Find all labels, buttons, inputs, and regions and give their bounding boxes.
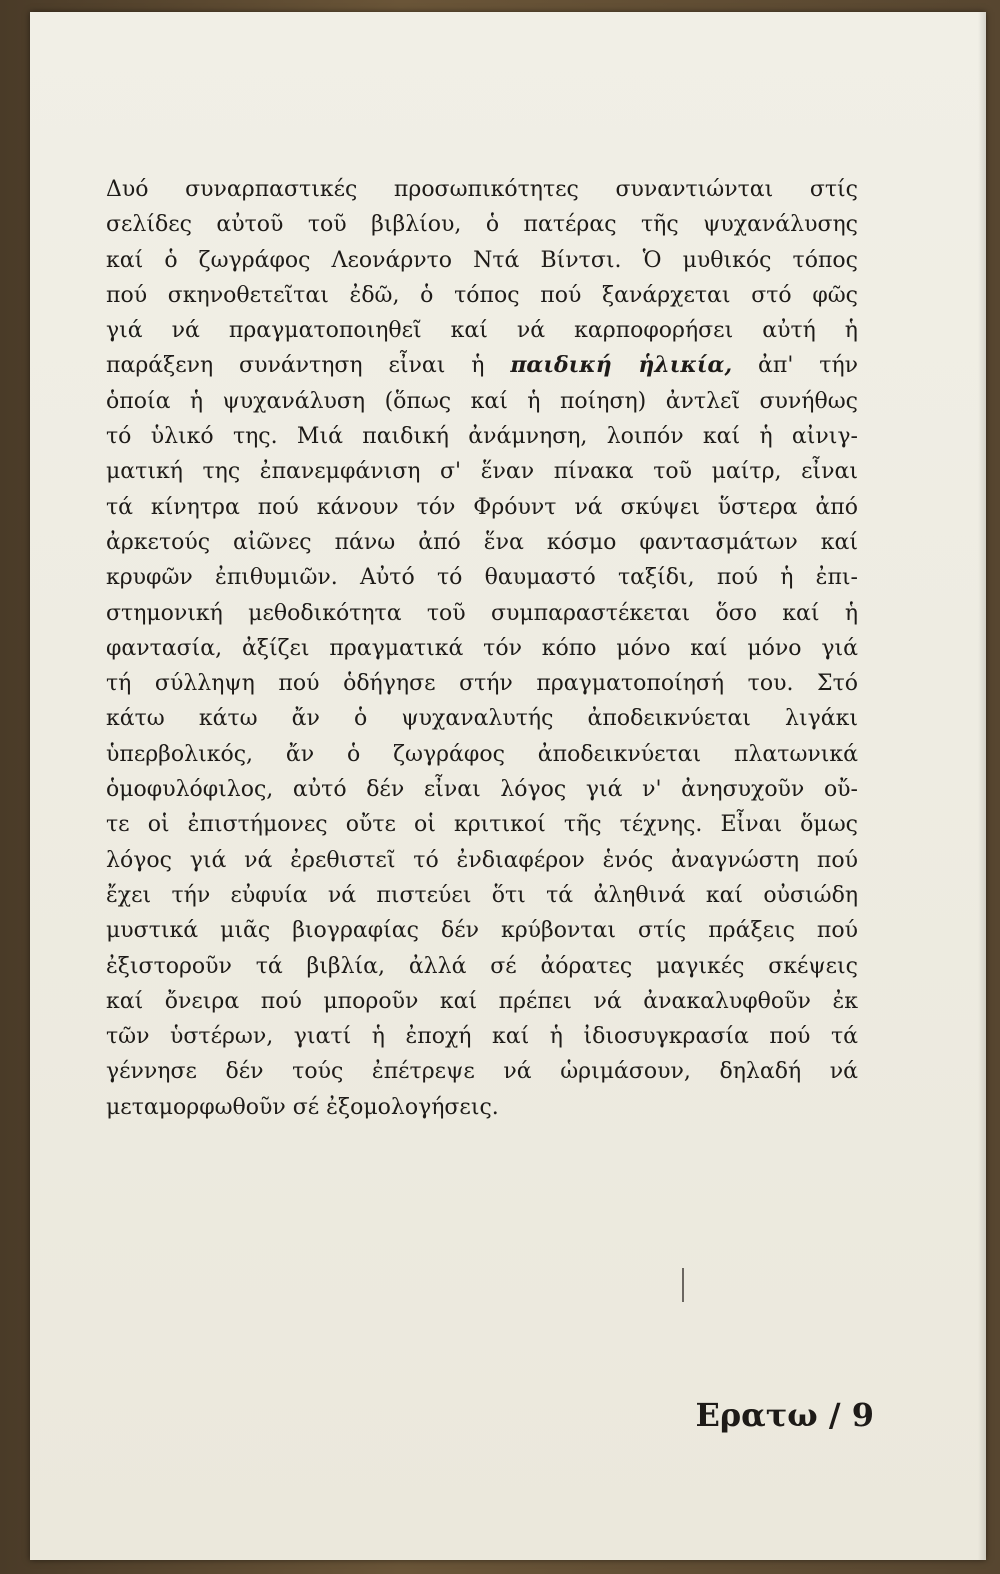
series-label: Ερατω / 9 [695, 1396, 874, 1434]
blurb-line: τό ὑλικό της. Μιά παιδική ἀνάμνηση, λοιπόν καί ἡ αἰνιγ- [106, 424, 858, 450]
blurb-line: γέννησε δέν τούς ἐπέτρεψε νά ὡριμάσουν, δηλαδή νά [106, 1059, 858, 1085]
blurb-line: πού σκηνοθετεῖται ἐδῶ, ὁ τόπος πού ξανάρχεται στό φῶς [106, 282, 858, 308]
blurb-line: γιά νά πραγματοποιηθεῖ καί νά καρποφορήσει αὐτή ἡ [106, 318, 858, 344]
blurb-line: ἀρκετούς αἰῶνες πάνω ἀπό ἕνα κόσμο φαντασμάτων καί [106, 529, 858, 555]
blurb-text-after-emphasis: ἀπ' τήν [732, 353, 858, 379]
blurb-line: ἔχει τήν εὐφυία νά πιστεύει ὅτι τά ἀληθινά καί οὐσιώδη [106, 882, 858, 908]
blurb-emphasis-phrase: παιδική ἡλικία, [510, 352, 733, 379]
blurb-line: κάτω κάτω ἄν ὁ ψυχαναλυτής ἀποδεικνύεται λιγάκι [106, 706, 858, 732]
blurb-line: ὁποία ἡ ψυχανάλυση (ὅπως καί ἡ ποίηση) ἀντλεῖ συνήθως [106, 388, 858, 414]
blurb-line-final: μεταμορφωθοῦν σέ ἐξομολογήσεις. [106, 1094, 499, 1120]
blurb-line: καί ὁ ζωγράφος Λεονάρντο Ντά Βίντσι. Ὁ μυθικός τόπος [106, 247, 858, 273]
blurb-line: Δυό συναρπαστικές προσωπικότητες συναντιώνται στίς [106, 177, 858, 202]
blurb-line: τά κίνητρα πού κάνουν τόν Φρόυντ νά σκύψει ὕστερα ἀπό [106, 494, 858, 520]
blurb-line: ὁμοφυλόφιλος, αὐτό δέν εἶναι λόγος γιά ν' ἀνησυχοῦν οὔ- [106, 777, 858, 803]
blurb-line: ὑπερβολικός, ἄν ὁ ζωγράφος ἀποδεικνύεται πλατωνικά [106, 741, 858, 767]
blurb-line: στημονική μεθοδικότητα τοῦ συμπαραστέκεται ὅσο καί ἡ [106, 600, 858, 626]
blurb-line: μυστικά μιᾶς βιογραφίας δέν κρύβονται στίς πράξεις πού [106, 918, 858, 944]
blurb-line: ἐξιστοροῦν τά βιβλία, ἀλλά σέ ἀόρατες μαγικές σκέψεις [106, 953, 858, 979]
blurb-line: τή σύλληψη πού ὁδήγησε στήν πραγματοποίησή του. Στό [106, 671, 858, 697]
blurb-line: τε οἱ ἐπιστήμονες οὔτε οἱ κριτικοί τῆς τέχνης. Εἶναι ὅμως [106, 812, 858, 838]
blurb-line: τῶν ὑστέρων, γιατί ἡ ἐποχή καί ἡ ἰδιοσυγκρασία πού τά [106, 1024, 858, 1050]
back-cover-blurb [106, 172, 858, 1125]
blurb-line: λόγος γιά νά ἐρεθιστεῖ τό ἐνδιαφέρον ἑνός ἀναγνώστη πού [106, 847, 858, 873]
stray-pencil-mark [682, 1268, 684, 1302]
blurb-line: ματική της ἐπανεμφάνιση σ' ἕναν πίνακα τοῦ μαίτρ, εἶναι [106, 459, 858, 485]
blurb-text-before-emphasis: παράξενη συνάντηση εἶναι ἡ [106, 353, 511, 379]
cover-edge-shadow [978, 12, 986, 1560]
blurb-line-with-emphasis [106, 348, 858, 383]
blurb-line: κρυφῶν ἐπιθυμιῶν. Αὐτό τό θαυμαστό ταξίδι, πού ἡ ἐπι- [106, 565, 858, 591]
blurb-line: φαντασία, ἀξίζει πραγματικά τόν κόπο μόνο καί μόνο γιά [106, 635, 858, 661]
blurb-line: σελίδες αὐτοῦ τοῦ βιβλίου, ὁ πατέρας τῆς ψυχανάλυσης [106, 212, 858, 238]
blurb-line: καί ὄνειρα πού μποροῦν καί πρέπει νά ἀνακαλυφθοῦν ἐκ [106, 988, 858, 1014]
